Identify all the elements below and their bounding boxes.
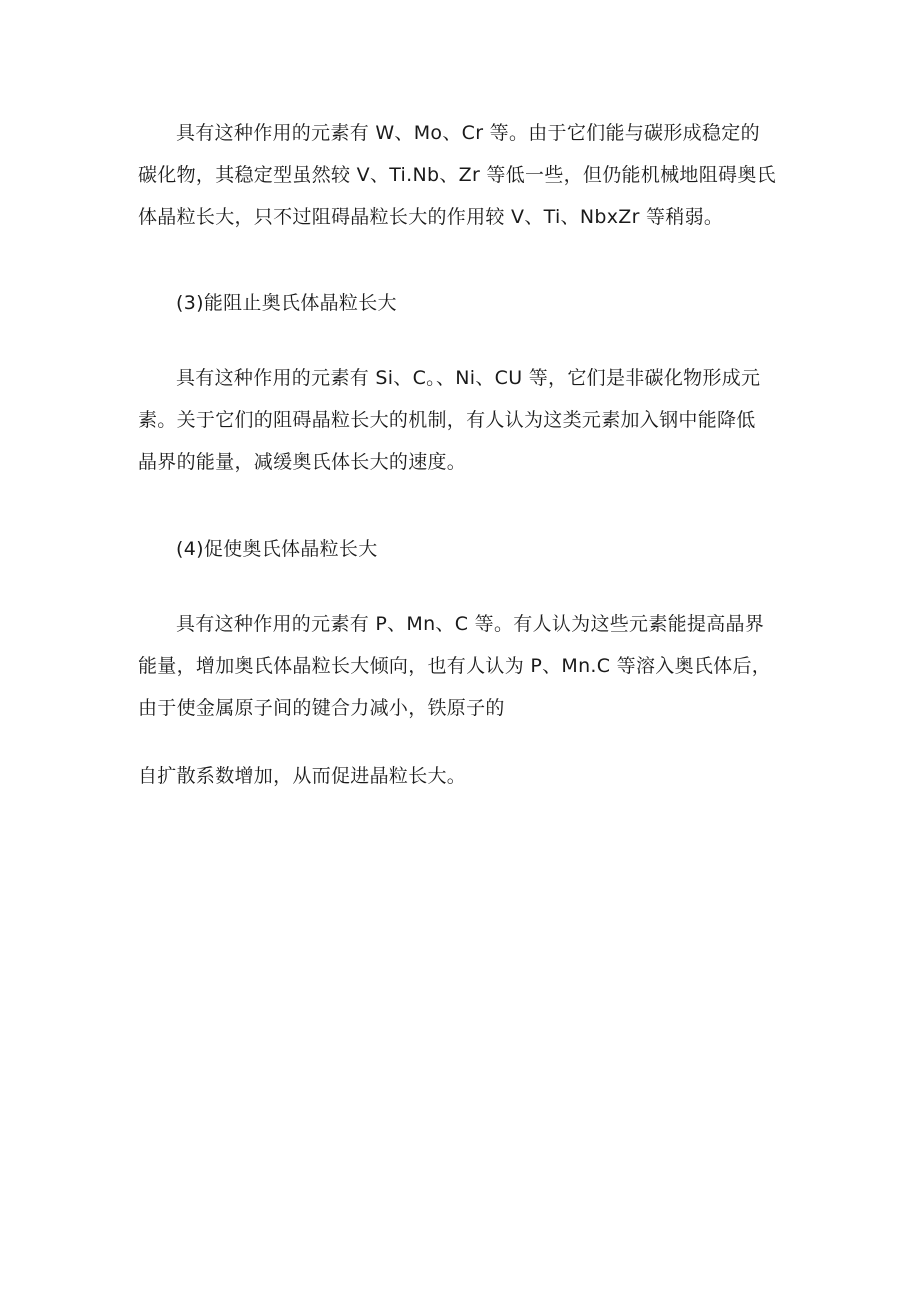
text-line: 碳化物，其稳定型虽然较 V、Ti.Nb、Zr 等低一些，但仍能机械地阻碍奥氏	[138, 164, 776, 186]
text-line: 能量，增加奥氏体晶粒长大倾向，也有人认为 P、Mn.C 等溶入奥氏体后，	[138, 655, 772, 677]
text-line: 具有这种作用的元素有 Si、C。、Ni、CU 等，它们是非碳化物形成元	[176, 367, 761, 389]
text-line: 由于使金属原子间的键合力减小，铁原子的	[138, 697, 505, 719]
text-line: 具有这种作用的元素有 P、Mn、C 等。有人认为这些元素能提高晶界	[176, 613, 765, 635]
text-line: 具有这种作用的元素有 W、Mo、Cr 等。由于它们能与碳形成稳定的	[176, 122, 760, 144]
text-line: 自扩散系数增加，从而促进晶粒长大。	[138, 765, 467, 787]
paragraph-non-carbide-elements	[138, 357, 788, 483]
paragraph-carbide-elements	[138, 112, 788, 238]
section-heading-3: (3)能阻止奥氏体晶粒长大	[176, 292, 397, 314]
text-line: 素。关于它们的阻碍晶粒长大的机制，有人认为这类元素加入钢中能降低	[138, 409, 756, 431]
section-heading-4: (4)促使奥氏体晶粒长大	[176, 538, 378, 560]
paragraph-growth-promoting-elements	[138, 603, 788, 729]
text-line: 体晶粒长大，只不过阻碍晶粒长大的作用较 V、Ti、NbxZr 等稍弱。	[138, 206, 724, 228]
paragraph-continuation	[138, 755, 788, 797]
text-line: 晶界的能量，减缓奥氏体长大的速度。	[138, 451, 467, 473]
